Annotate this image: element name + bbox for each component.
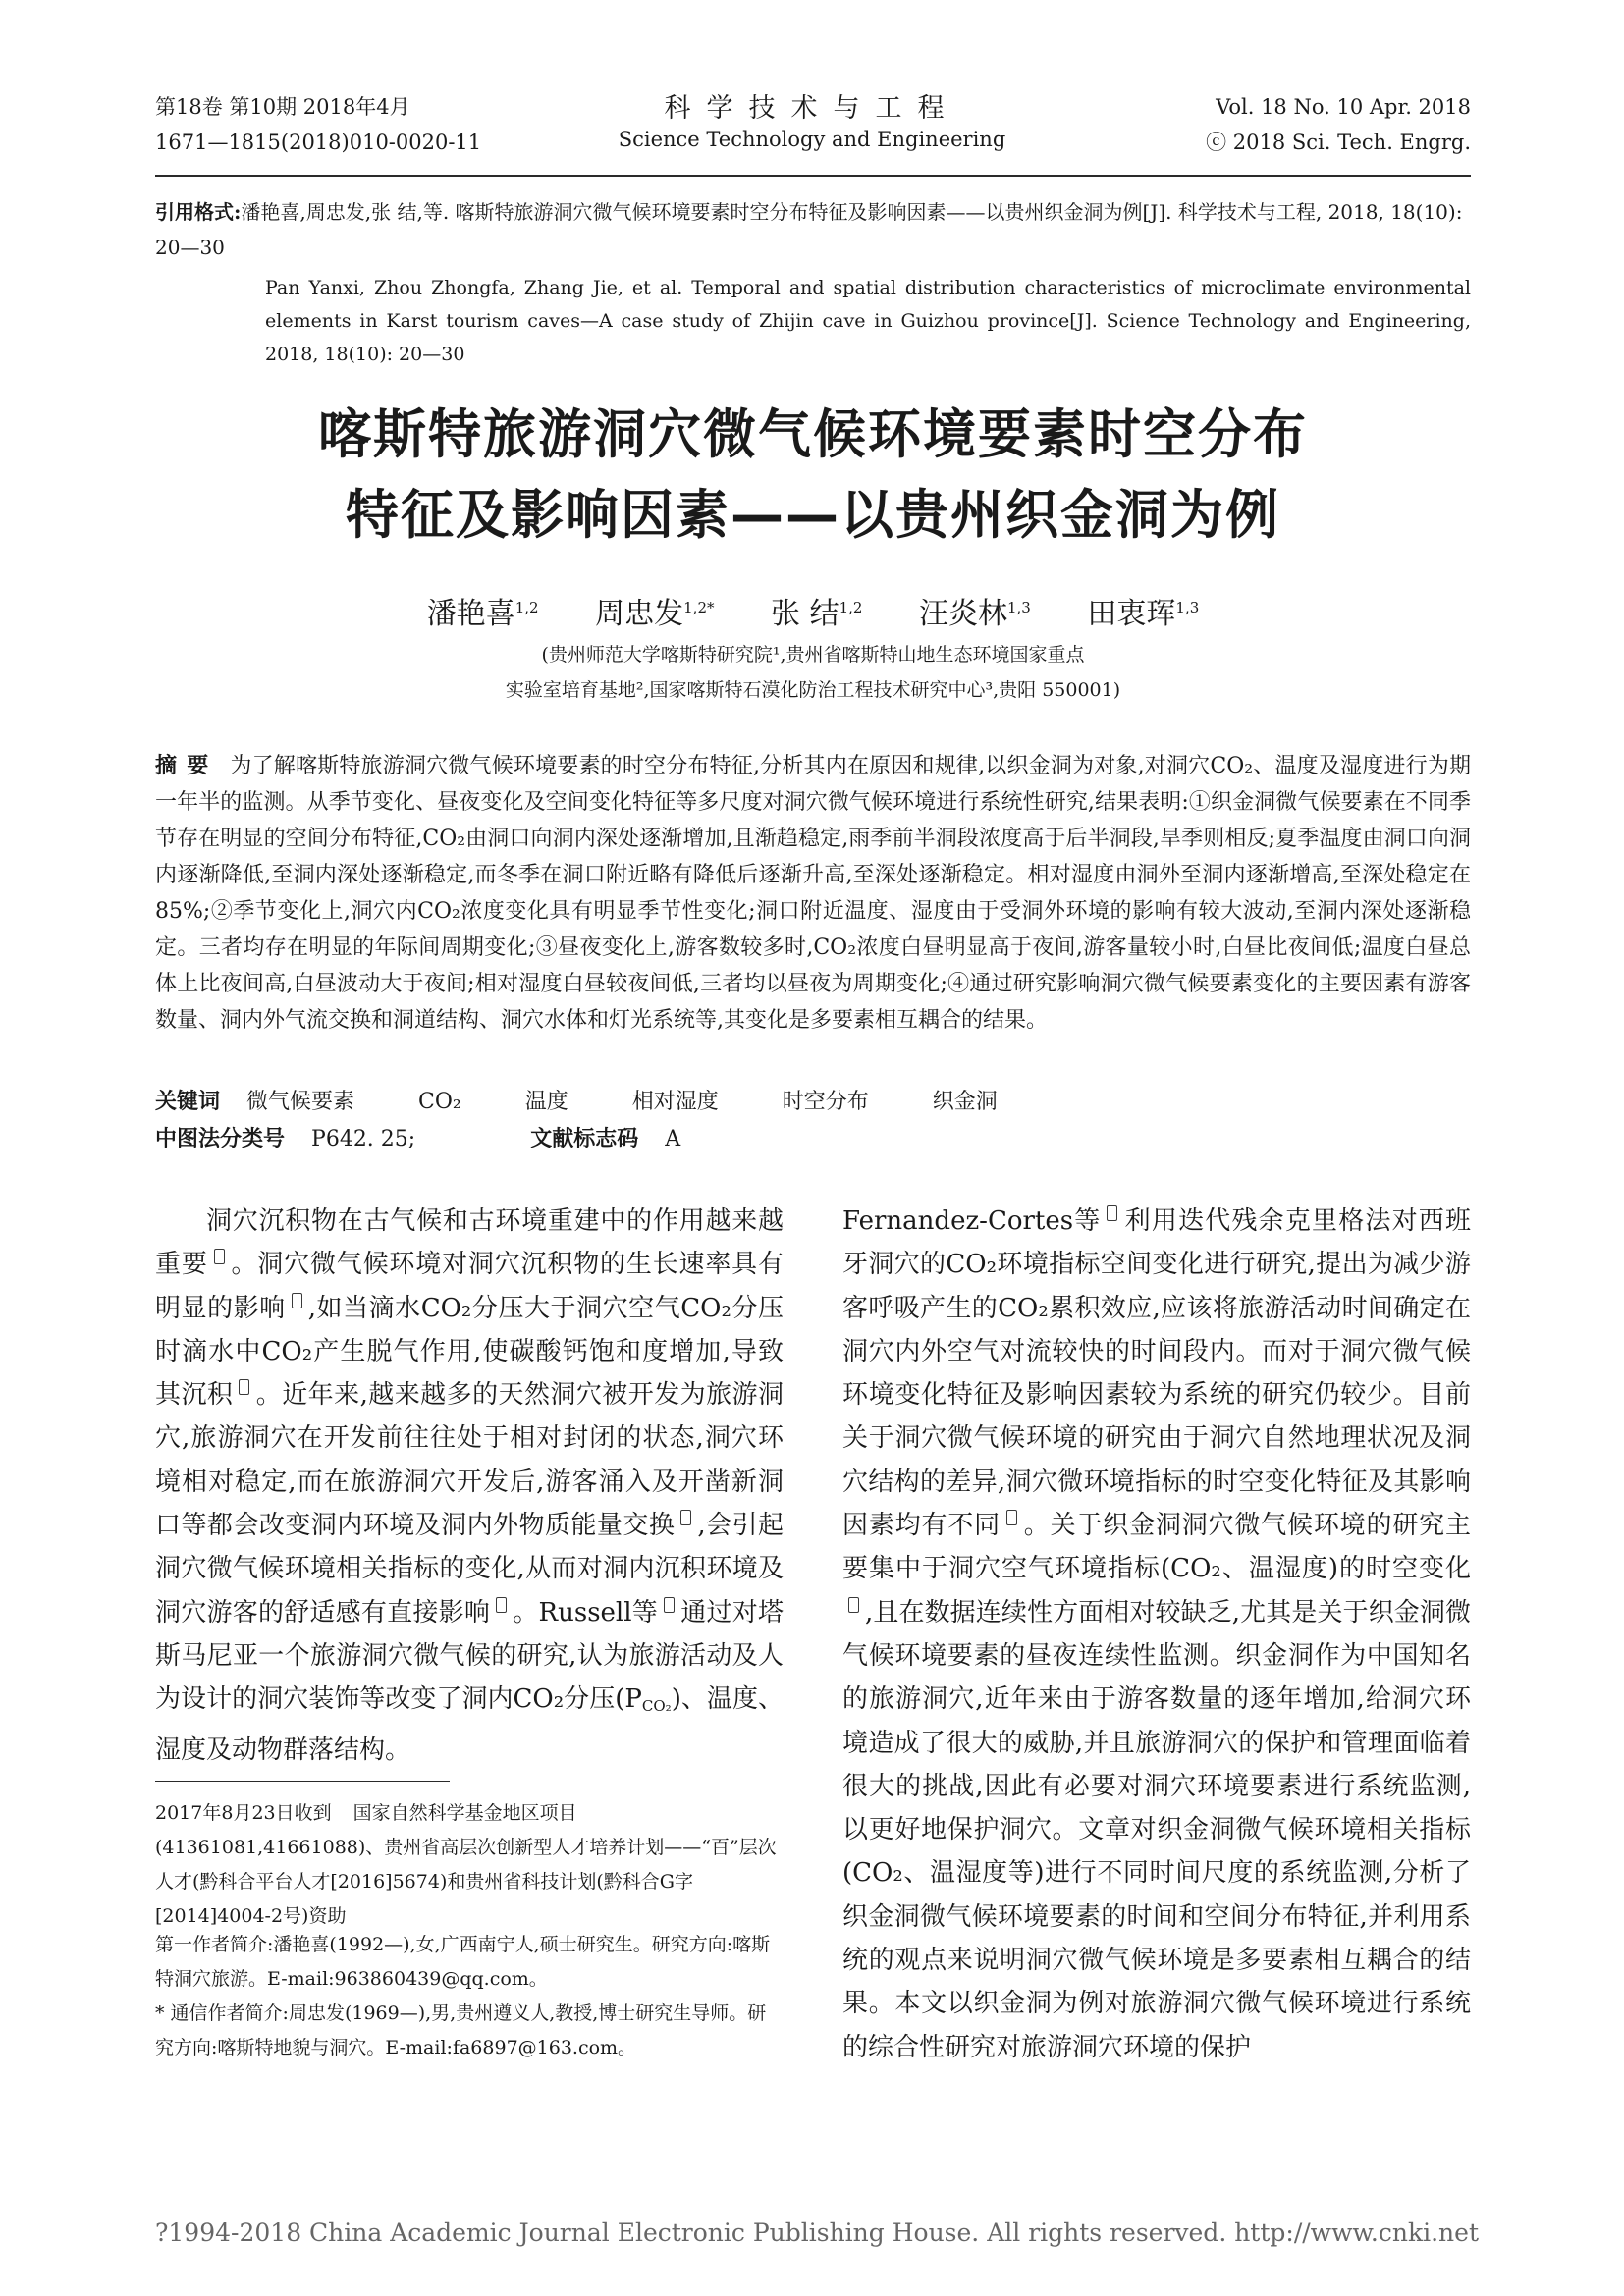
clc-value: P642. 25; bbox=[311, 1127, 416, 1151]
paper-title-line1: 喀斯特旅游洞穴微气候环境要素时空分布 bbox=[318, 403, 1308, 465]
body-left-paragraph: 洞穴沉积物在古气候和古环境重建中的作用越来越重要 。洞穴微气候环境对洞穴沉积物的生长速率具有明显的影响 ,如当滴水CO₂分压大于洞穴空气CO₂分压时滴水中CO₂产生脱气作用,使碳酸钙饱和度增加,导致其沉积 。近年来,越来越多的天然洞穴被开发为旅游洞穴,旅游洞穴在开发前往往处于相对封闭的状态,洞穴环境相对稳定,而在旅游洞穴开发后,游客涌入及开凿新洞口等都会改变洞内环境及洞内外物质能量交换 ,会引起洞穴微气候环境相关指标的变化,从而对洞内沉积环境及洞穴游客的舒适感有直接影响 。Russell等 通过对塔斯马尼亚一个旅游洞穴微气候的研究,认为旅游活动及人为设计的洞穴装饰等改变了洞内CO₂分压$(P_{CO_2})$、温度、湿度及动物群落结构。 bbox=[155, 1206, 784, 1765]
journal-name-cn: 科学技术与工程 bbox=[664, 93, 960, 124]
keyword: 微气候要素 bbox=[246, 1090, 355, 1114]
citation-cn-text: 潘艳喜,周忠发,张 结,等. 喀斯特旅游洞穴微气候环境要素时空分布特征及影响因素——以贵州织金洞为例[J]. 科学技术与工程, 2018, 18(10): 20—30 bbox=[155, 200, 1463, 259]
ref-mark-10 bbox=[664, 1597, 675, 1613]
issn-code: 1671—1815(2018)010-0020-11 bbox=[155, 131, 482, 154]
ref-mark-7 bbox=[680, 1510, 691, 1525]
ref-mark-11 bbox=[1107, 1205, 1117, 1221]
ref-mark-18-23 bbox=[848, 1597, 859, 1613]
keywords-label: 关键词 bbox=[155, 1089, 221, 1114]
affiliation-line1: (贵州师范大学喀斯特研究院¹,贵州省喀斯特山地生态环境国家重点 bbox=[541, 644, 1085, 666]
fund-info: 国家自然科学基金地区项目(41361081,41661088)、贵州省高层次创新型人才培养计划——“百”层次人才(黔科合平台人才[2016]5674)和贵州省科技计划(黔科合G字[2014]4004-2号)资助 bbox=[155, 1802, 777, 1927]
author: 周忠发$^{1,2*}$ bbox=[595, 597, 715, 631]
paper-title-line2: 特征及影响因素——以贵州织金洞为例 bbox=[346, 484, 1280, 546]
keyword: 时空分布 bbox=[782, 1090, 869, 1114]
abstract bbox=[155, 748, 1471, 1039]
abstract-label: 摘要 bbox=[155, 753, 219, 778]
ref-mark-12-17 bbox=[1006, 1510, 1017, 1525]
citation-label: 引用格式: bbox=[155, 200, 242, 224]
header-rule bbox=[155, 175, 1471, 177]
affiliation-line2: 实验室培育基地²,国家喀斯特石漠化防治工程技术研究中心³,贵阳 550001) bbox=[505, 679, 1121, 701]
copyright-info: ⓒ 2018 Sci. Tech. Engrg. bbox=[1206, 131, 1471, 154]
keyword: 温度 bbox=[524, 1090, 568, 1114]
ref-mark-6 bbox=[239, 1379, 249, 1395]
footnote-corresponding: * 通信作者简介:周忠发(1969—),男,贵州遵义人,教授,博士研究生导师。研究方向:喀斯特地貌与洞穴。E-mail:fa6897@163.com。 bbox=[155, 2002, 767, 2058]
citation-cn bbox=[155, 194, 1471, 265]
keyword: CO₂ bbox=[418, 1090, 461, 1114]
clc-label: 中图法分类号 bbox=[155, 1126, 286, 1151]
author: 张 结$^{1,2}$ bbox=[771, 597, 863, 631]
doc-code-label: 文献标志码 bbox=[530, 1126, 639, 1151]
ref-mark-1-4 bbox=[214, 1249, 225, 1264]
received-date: 2017年8月23日收到 bbox=[155, 1802, 332, 1824]
author: 汪炎林$^{1,3}$ bbox=[919, 597, 1031, 631]
pco2-subscript: CO₂ bbox=[641, 1697, 672, 1716]
copyright-footer: ?1994-2018 China Academic Journal Electronic Publishing House. All rights reserved. http://www.cnki.net bbox=[155, 2218, 1479, 2247]
doc-code-value: A bbox=[665, 1127, 681, 1151]
abstract-text: 为了解喀斯特旅游洞穴微气候环境要素的时空分布特征,分析其内在原因和规律,以织金洞为对象,对洞穴CO₂、温度及湿度进行为期一年半的监测。从季节变化、昼夜变化及空间变化特征等多尺度对洞穴微气候环境进行系统性研究,结果表明:①织金洞微气候要素在不同季节存在明显的空间分布特征,CO₂由洞口向洞内深处逐渐增加,且渐趋稳定,雨季前半洞段浓度高于后半洞段,旱季则相反;夏季温度由洞口向洞内逐渐降低,至洞内深处逐渐稳定,而冬季在洞口附近略有降低后逐渐升高,至深处逐渐稳定。相对湿度由洞外至洞内逐渐增高,至深处稳定在85%;②季节变化上,洞穴内CO₂浓度变化具有明显季节性变化;洞口附近温度、湿度由于受洞外环境的影响有较大波动,至洞内深处逐渐稳定。三者均存在明显的年际间周期变化;③昼夜变化上,游客数较多时,CO₂浓度白昼明显高于夜间,游客量较小时,白昼比夜间低;温度白昼总体上比夜间高,白昼波动大于夜间;相对湿度白昼较夜间低,三者均以昼夜为周期变化;④通过研究影响洞穴微气候要素变化的主要因素有游客数量、洞内外气流交换和洞道结构、洞穴水体和灯光系统等,其变化是多要素相互耦合的结果。 bbox=[155, 754, 1471, 1033]
footnote-fund bbox=[155, 1796, 784, 1934]
footnote-rule bbox=[155, 1781, 450, 1782]
journal-name-en: Science Technology and Engineering bbox=[618, 128, 1006, 151]
volume-info: Vol. 18 No. 10 Apr. 2018 bbox=[1216, 95, 1471, 119]
author-list bbox=[155, 589, 1471, 632]
ref-mark-8-9 bbox=[496, 1597, 507, 1613]
citation-en: Pan Yanxi, Zhou Zhongfa, Zhang Jie, et al. Temporal and spatial distribution characteristics of microclimate environmental elements in Karst tourism caves—A case study of Zhijin cave in Guizhou province[J]. Science Technology and Engineering, 2018, 18(10): 20—30 bbox=[265, 277, 1471, 365]
ref-mark-5 bbox=[292, 1293, 302, 1308]
author: 潘艳喜$^{1,2}$ bbox=[426, 597, 539, 631]
body-right-paragraph: Fernandez-Cortes等 利用迭代残余克里格法对西班牙洞穴的CO₂环境指标空间变化进行研究,提出为减少游客呼吸产生的CO₂累积效应,应该将旅游活动时间确定在洞穴内外空气对流较快的时间段内。而对于洞穴微气候环境变化特征及影响因素较为系统的研究仍较少。目前关于洞穴微气候环境的研究由于洞穴自然地理状况及洞穴结构的差异,洞穴微环境指标的时空变化特征及其影响因素均有不同 。关于织金洞洞穴微气候环境的研究主要集中于洞穴空气环境指标(CO₂、温湿度)的时空变化,且在数据连续性方面相对较缺乏,尤其是关于织金洞微气候环境要素的昼夜连续性监测。织金洞作为中国知名的旅游洞穴,近年来由于游客数量的逐年增加,给洞穴环境造成了很大的威胁,并且旅游洞穴的保护和管理面临着很大的挑战,因此有必要对洞穴环境要素进行系统监测,以更好地保护洞穴。文章对织金洞微气候环境相关指标(CO₂、温湿度等)进行不同时间尺度的系统监测,分析了织金洞微气候环境要素的时间和空间分布特征,并利用系统的观点来说明洞穴微气候环境是多要素相互耦合的结果。本文以织金洞为例对旅游洞穴微气候环境进行系统的综合性研究对旅游洞穴环境的保护 bbox=[842, 1206, 1471, 2062]
classification bbox=[155, 1121, 680, 1157]
issue-info: 第18卷 第10期 2018年4月 bbox=[155, 95, 410, 119]
keyword: 织金洞 bbox=[932, 1090, 998, 1114]
author: 田衷珲$^{1,3}$ bbox=[1087, 597, 1200, 631]
footnote-first-author: 第一作者简介:潘艳喜(1992—),女,广西南宁人,硕士研究生。研究方向:喀斯特洞穴旅游。E-mail:963860439@qq.com。 bbox=[155, 1934, 771, 1990]
keyword: 相对湿度 bbox=[631, 1090, 719, 1114]
keywords bbox=[155, 1084, 1055, 1120]
